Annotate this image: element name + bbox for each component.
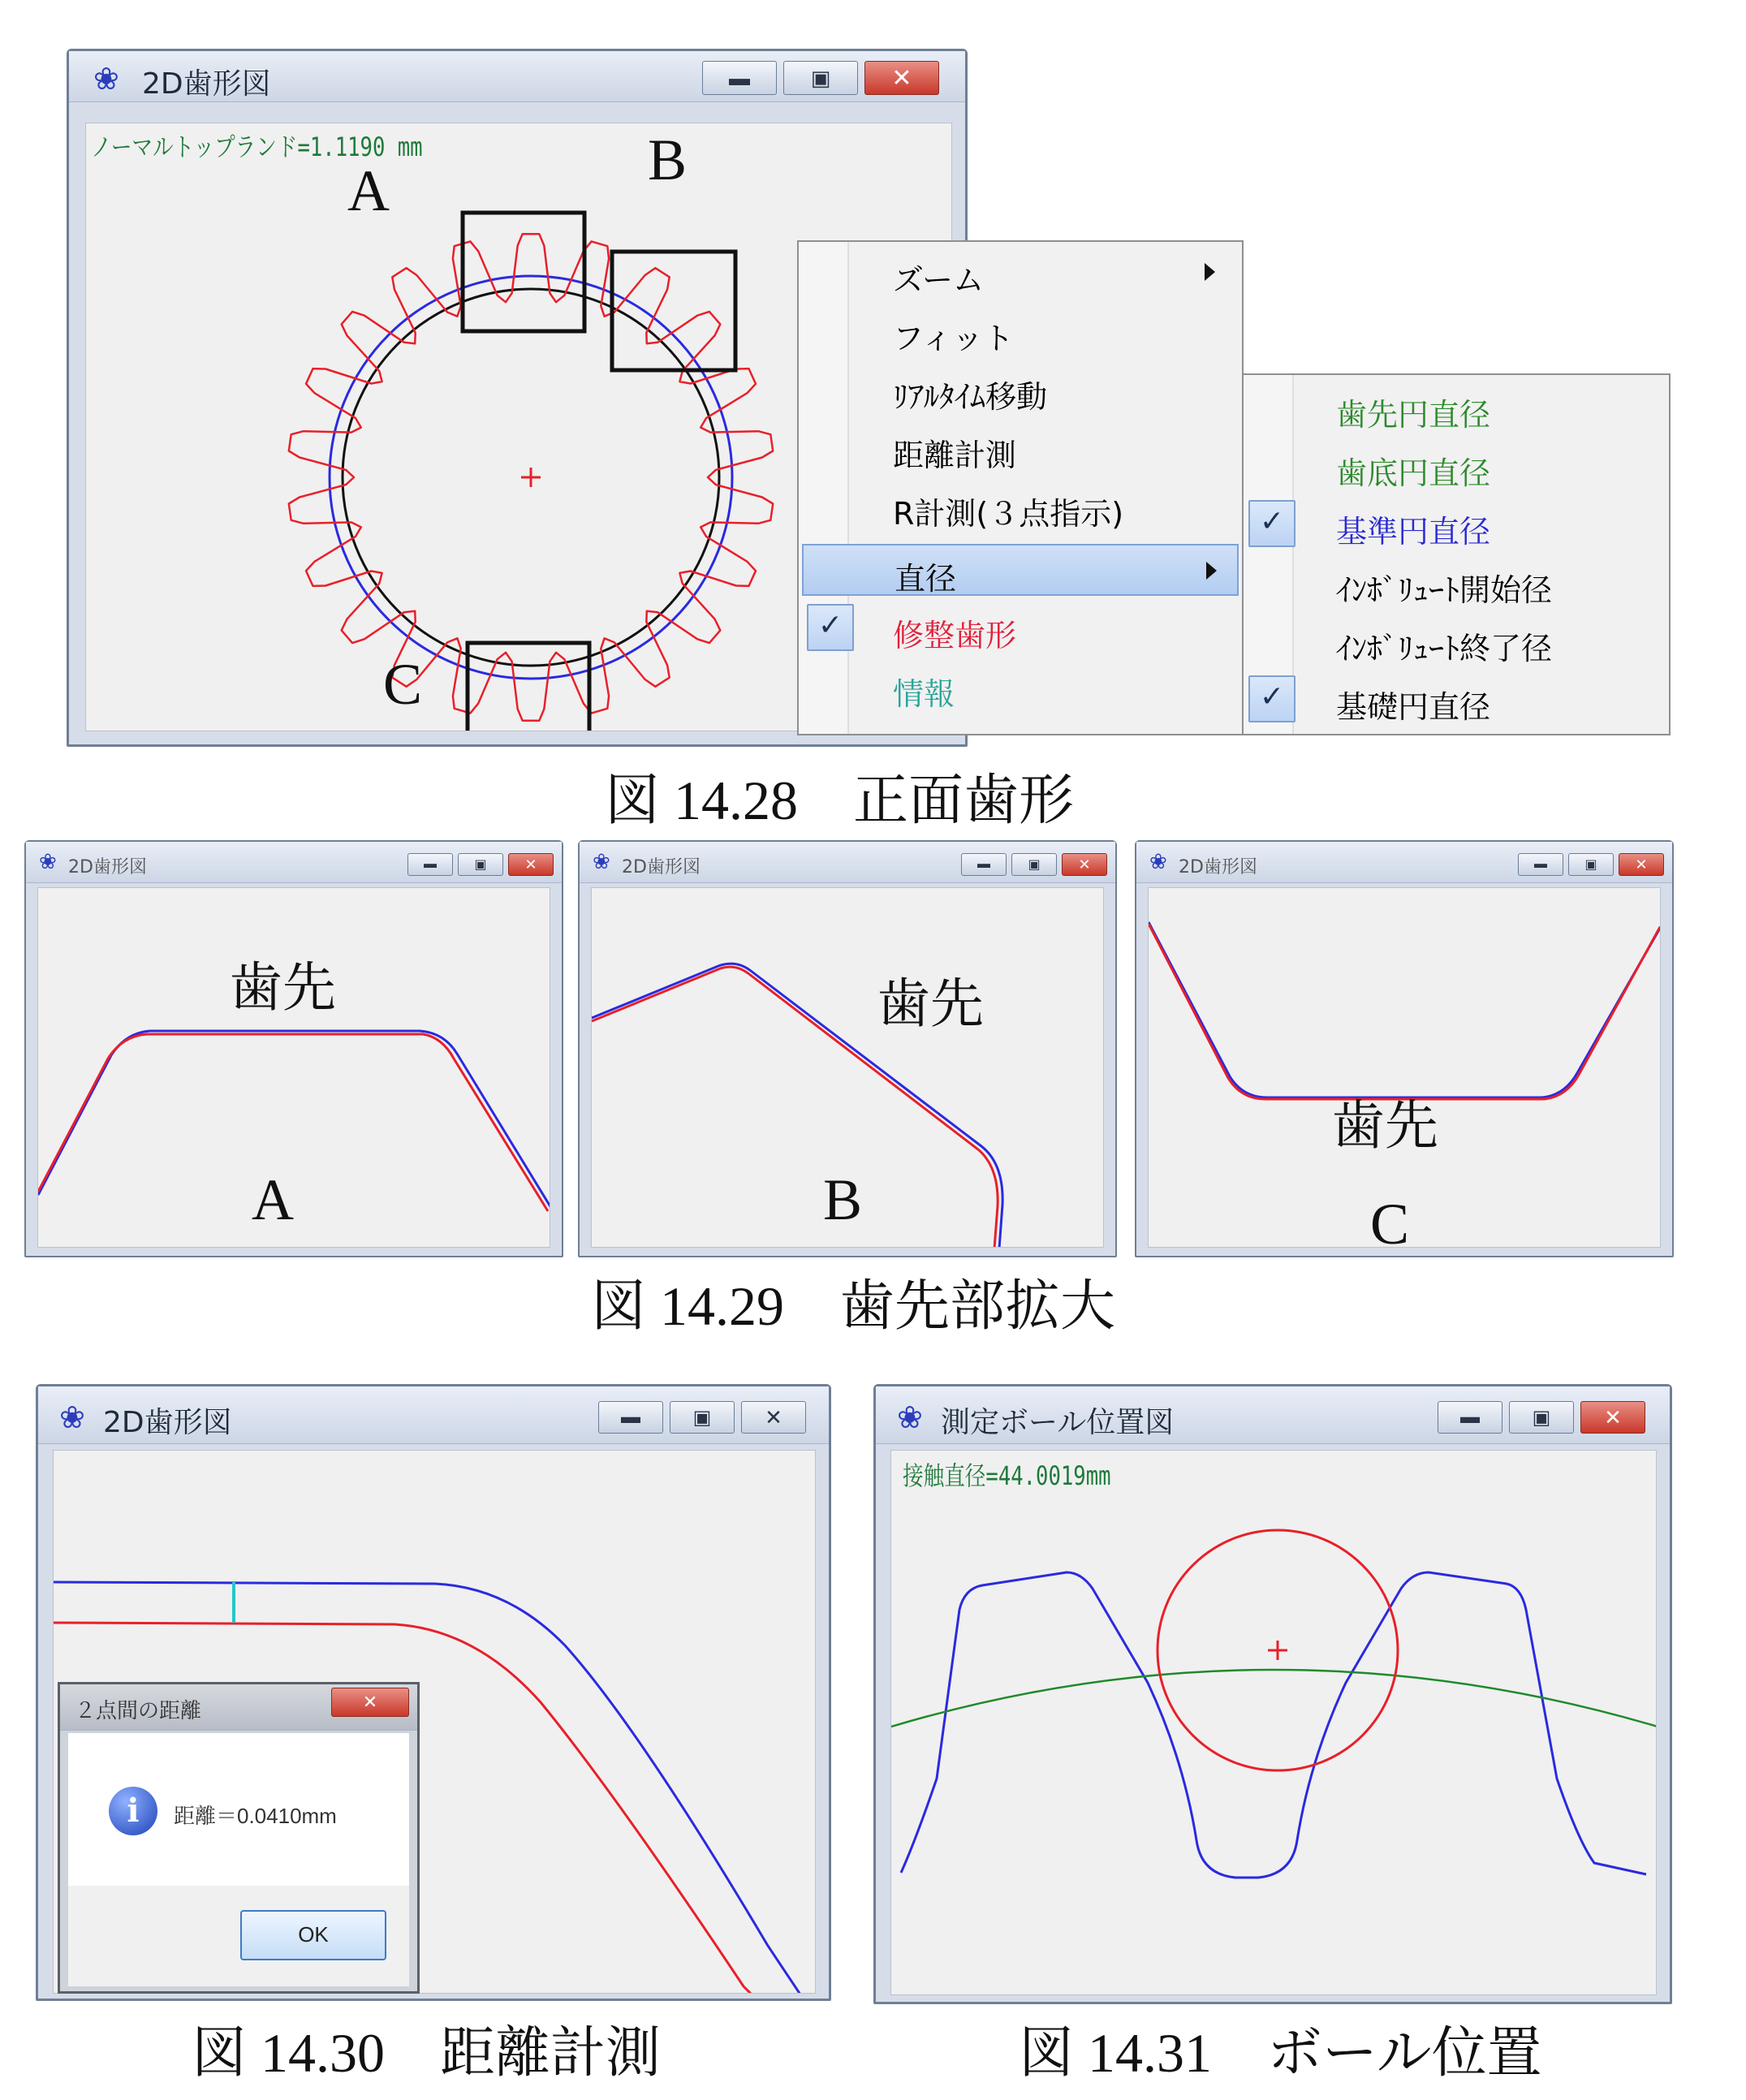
- close-icon: ✕: [524, 856, 537, 873]
- zoom-window-2: [1135, 840, 1674, 1257]
- submenu-item-4[interactable]: [1247, 615, 1666, 667]
- check-icon: ✓: [807, 604, 854, 651]
- gear-app-icon: ❀: [897, 1399, 923, 1435]
- menu-item-label: フィット: [893, 321, 1014, 356]
- maximize-button[interactable]: [783, 61, 858, 95]
- submenu-item-2[interactable]: [1247, 498, 1666, 550]
- menu-item-2[interactable]: [802, 364, 1239, 416]
- menu-item-7[interactable]: [802, 661, 1239, 713]
- minimize-button[interactable]: [407, 853, 453, 876]
- ball-position-canvas: [891, 1451, 1657, 1995]
- dialog-title-bar[interactable]: [60, 1684, 417, 1731]
- submenu-item-label: 歯底円直径: [1336, 455, 1491, 491]
- diameter-submenu: [1242, 373, 1671, 735]
- window-title: 2D歯形図: [142, 67, 271, 101]
- minimize-icon: ▬: [621, 1406, 640, 1428]
- title-bar[interactable]: [580, 842, 1115, 883]
- drawing-area[interactable]: [37, 887, 550, 1248]
- submenu-item-0[interactable]: [1247, 382, 1666, 433]
- distance-dialog: [58, 1682, 420, 1994]
- close-icon: ✕: [891, 64, 912, 92]
- tooth-tip-label: 歯先: [877, 972, 984, 1035]
- minimize-button[interactable]: [598, 1401, 663, 1434]
- maximize-button[interactable]: [1509, 1401, 1574, 1434]
- zoom-letter: C: [1370, 1192, 1410, 1257]
- caption-fig-14-28: 図 14.28 正面歯形: [605, 770, 1075, 831]
- maximize-button[interactable]: [670, 1401, 735, 1434]
- zoom-label-c: C: [383, 652, 423, 717]
- submenu-arrow-icon: [1205, 263, 1215, 281]
- tooth-tip-canvas: [38, 888, 550, 1248]
- menu-item-label: 距離計測: [893, 438, 1017, 473]
- close-icon: ✕: [1635, 856, 1648, 873]
- title-bar[interactable]: [26, 842, 562, 883]
- dialog-title: ２点間の距離: [75, 1699, 202, 1723]
- minimize-icon: ▬: [1460, 1406, 1480, 1428]
- menu-item-label: 直径: [895, 561, 957, 597]
- close-icon: ✕: [1604, 1404, 1622, 1429]
- close-button[interactable]: [1062, 853, 1107, 876]
- menu-item-label: ズーム: [893, 262, 985, 298]
- title-bar[interactable]: [1136, 842, 1672, 883]
- submenu-item-1[interactable]: [1247, 440, 1666, 492]
- maximize-icon: ▣: [474, 858, 487, 872]
- window-title: 測定ボール位置図: [941, 1406, 1175, 1439]
- dialog-footer: [68, 1886, 409, 1986]
- tooth-tip-label: 歯先: [229, 956, 336, 1019]
- zoom-window-1: [578, 840, 1117, 1257]
- submenu-item-3[interactable]: [1247, 557, 1666, 609]
- minimize-button[interactable]: [702, 61, 777, 95]
- caption-fig-14-29: 図 14.29 歯先部拡大: [591, 1275, 1116, 1337]
- menu-item-label: ﾘｱﾙﾀｲﾑ移動: [893, 379, 1048, 415]
- check-icon: ✓: [1248, 500, 1295, 547]
- gear-app-icon: ❀: [1149, 850, 1167, 874]
- ball-position-window: [873, 1384, 1672, 2004]
- distance-message: 距離＝0.0410mm: [174, 1804, 337, 1828]
- check-icon: ✓: [1248, 675, 1295, 722]
- caption-fig-14-30: 図 14.30 距離計測: [192, 2022, 662, 2084]
- tooth-tip-label: 歯先: [1331, 1094, 1438, 1157]
- maximize-button[interactable]: [1011, 853, 1057, 876]
- close-button[interactable]: [1580, 1401, 1645, 1434]
- menu-item-label: R計測(３点指示): [893, 496, 1124, 532]
- menu-item-3[interactable]: [802, 422, 1239, 474]
- submenu-item-5[interactable]: [1247, 674, 1666, 726]
- submenu-item-label: ｲﾝﾎﾞﾘｭｰﾄ終了径: [1336, 631, 1553, 666]
- menu-item-6[interactable]: [802, 602, 1239, 654]
- gear-app-icon: ❀: [39, 850, 57, 874]
- title-bar[interactable]: [69, 51, 965, 102]
- gear-app-icon: ❀: [593, 850, 610, 874]
- maximize-button[interactable]: [458, 853, 503, 876]
- submenu-item-label: 歯先円直径: [1336, 397, 1491, 433]
- zoom-label-b: B: [648, 127, 688, 192]
- menu-item-1[interactable]: [802, 305, 1239, 357]
- close-button[interactable]: [864, 61, 939, 95]
- gear-app-icon: ❀: [93, 61, 119, 97]
- close-icon: ✕: [1078, 856, 1091, 873]
- minimize-button[interactable]: [1518, 853, 1563, 876]
- info-icon: i: [109, 1787, 157, 1835]
- context-menu: [797, 240, 1244, 735]
- zoom-window-0: [24, 840, 563, 1257]
- menu-item-4[interactable]: [802, 481, 1239, 533]
- close-button[interactable]: [741, 1401, 806, 1434]
- window-title: 2D歯形図: [622, 857, 701, 878]
- submenu-item-label: ｲﾝﾎﾞﾘｭｰﾄ開始径: [1336, 572, 1553, 608]
- contact-diameter-text: 接触直径=44.0019mm: [903, 1460, 1111, 1491]
- menu-item-label: 情報: [893, 676, 955, 712]
- title-bar[interactable]: [876, 1386, 1670, 1444]
- minimize-button[interactable]: [961, 853, 1007, 876]
- zoom-letter: A: [252, 1167, 294, 1232]
- normal-top-land-text: ノーマルトップランド=1.1190 mm: [91, 132, 423, 162]
- window-title: 2D歯形図: [68, 857, 147, 878]
- title-bar[interactable]: [38, 1386, 829, 1444]
- gear-2d-window-distance: [36, 1384, 831, 2001]
- close-button[interactable]: [1619, 853, 1664, 876]
- gear-app-icon: ❀: [59, 1399, 85, 1435]
- close-button[interactable]: [508, 853, 554, 876]
- ok-button[interactable]: OK: [240, 1910, 386, 1960]
- window-title: 2D歯形図: [103, 1406, 232, 1439]
- zoom-label-a: A: [347, 158, 390, 223]
- minimize-button[interactable]: [1438, 1401, 1502, 1434]
- zoom-letter: B: [823, 1167, 863, 1232]
- submenu-item-label: 基準円直径: [1336, 514, 1491, 550]
- maximize-button[interactable]: [1568, 853, 1614, 876]
- maximize-icon: ▣: [1028, 858, 1041, 872]
- submenu-arrow-icon: [1206, 562, 1217, 580]
- dialog-close-button[interactable]: [331, 1688, 409, 1717]
- close-icon: ✕: [362, 1692, 378, 1712]
- minimize-icon: ▬: [424, 857, 437, 871]
- maximize-icon: ▣: [810, 65, 831, 90]
- drawing-area[interactable]: [890, 1450, 1657, 1995]
- menu-item-0[interactable]: [802, 247, 1239, 299]
- caption-fig-14-31: 図 14.31 ボール位置: [1019, 2022, 1542, 2084]
- close-icon: ✕: [765, 1404, 782, 1429]
- menu-item-5[interactable]: [802, 544, 1239, 596]
- minimize-icon: ▬: [1534, 857, 1547, 871]
- maximize-icon: ▣: [692, 1406, 712, 1429]
- minimize-icon: ▬: [729, 65, 750, 90]
- window-title: 2D歯形図: [1179, 857, 1257, 878]
- menu-item-label: 修整歯形: [893, 618, 1017, 653]
- minimize-icon: ▬: [977, 857, 990, 871]
- maximize-icon: ▣: [1584, 858, 1597, 872]
- submenu-item-label: 基礎円直径: [1336, 689, 1491, 725]
- maximize-icon: ▣: [1532, 1406, 1551, 1429]
- dialog-body: [68, 1733, 409, 1886]
